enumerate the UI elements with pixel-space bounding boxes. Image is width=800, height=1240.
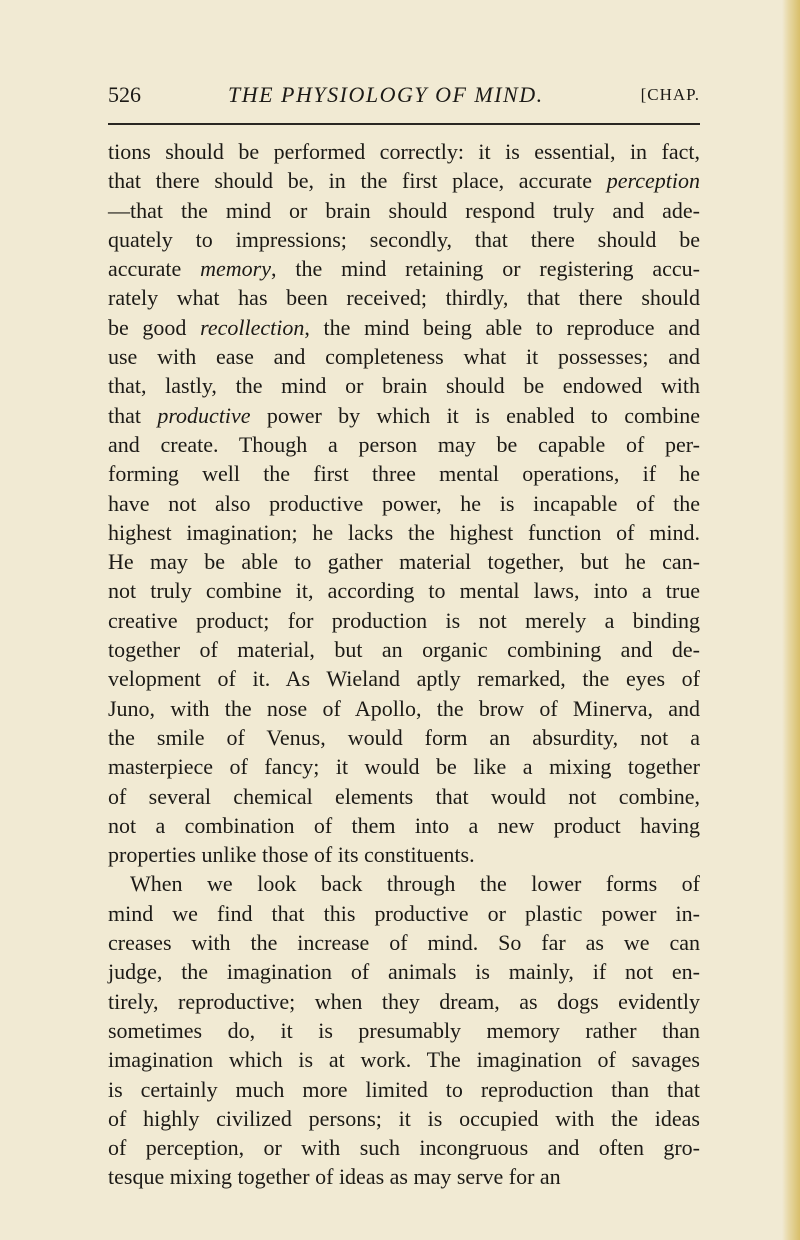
line-text: sometimes do, it is presumably memory rather than xyxy=(108,1017,700,1043)
line-text: quately to impressions; secondly, that there should be xyxy=(108,226,700,252)
text-line xyxy=(108,283,700,312)
text-line xyxy=(108,196,700,225)
line-text: properties unlike those of its constituents. xyxy=(108,842,475,868)
text-line xyxy=(108,547,700,576)
line-text: , the mind being able to reproduce and xyxy=(304,314,700,340)
text-line xyxy=(108,1104,700,1133)
line-text: Juno, with the nose of Apollo, the brow of Minerva, and xyxy=(108,695,700,721)
text-line xyxy=(108,782,700,811)
line-text: have not also productive power, he is incapable of the xyxy=(108,490,700,516)
line-text: imagination which is at work. The imagination of savages xyxy=(108,1047,700,1073)
chapter-label: [CHAP. xyxy=(640,85,700,104)
line-text: that xyxy=(108,402,158,428)
line-text: is certainly much more limited to reproduction than that xyxy=(108,1076,700,1102)
line-text: be good xyxy=(108,314,201,340)
text-line xyxy=(108,606,700,635)
line-text: not a combination of them into a new product having xyxy=(108,812,700,838)
header-rule xyxy=(108,123,700,125)
text-line xyxy=(108,166,700,195)
text-line xyxy=(108,723,700,752)
text-line xyxy=(108,1162,700,1191)
line-text: the smile of Venus, would form an absurdity, not a xyxy=(108,724,700,750)
line-text: creative product; for production is not merely a binding xyxy=(108,607,700,633)
text-line xyxy=(108,371,700,400)
text-line xyxy=(108,957,700,986)
text-line xyxy=(108,635,700,664)
emphasis-text: productive xyxy=(157,402,251,428)
text-line xyxy=(108,664,700,693)
text-line xyxy=(108,459,700,488)
line-text: rately what has been received; thirdly, that there should xyxy=(108,285,700,311)
text-line xyxy=(108,225,700,254)
line-text: tesque mixing together of ideas as may serve for an xyxy=(108,1164,561,1190)
text-line xyxy=(108,313,700,342)
line-text: and create. Though a person may be capable of per- xyxy=(108,431,700,457)
line-text: mind we find that this productive or plastic power in- xyxy=(108,900,700,926)
line-text: He may be able to gather material together, but he can- xyxy=(108,549,700,575)
line-text: tirely, reproductive; when they dream, as dogs evidently xyxy=(108,988,700,1014)
page-number: 526 xyxy=(108,82,141,107)
line-text: of perception, or with such incongruous and often gro- xyxy=(108,1135,700,1161)
line-text: forming well the first three mental operations, if he xyxy=(108,461,700,487)
line-text: that there should be, in the first place, accurate xyxy=(108,168,607,194)
line-text: judge, the imagination of animals is mainly, if not en- xyxy=(108,959,700,985)
page-edge xyxy=(782,0,800,1240)
text-line xyxy=(108,987,700,1016)
text-line xyxy=(108,811,700,840)
line-text: creases with the increase of mind. So far as we can xyxy=(108,930,700,956)
line-text: accurate xyxy=(108,256,201,282)
line-text: velopment of it. As Wieland aptly remarked, the eyes of xyxy=(108,666,700,692)
line-text: tions should be performed correctly: it is essential, in fact, xyxy=(108,139,700,164)
text-line xyxy=(108,1016,700,1045)
text-line xyxy=(108,694,700,723)
emphasis-text: recollection xyxy=(200,314,305,340)
line-text: of several chemical elements that would not combine, xyxy=(108,783,700,809)
text-line xyxy=(108,576,700,605)
line-text: together of material, but an organic combining and de- xyxy=(108,637,700,663)
text-line xyxy=(108,401,700,430)
line-text: When we look back through the lower forms of xyxy=(130,871,700,897)
text-line xyxy=(108,928,700,957)
line-text: highest imagination; he lacks the highest function of mind. xyxy=(108,519,700,545)
text-line xyxy=(108,752,700,781)
body-text xyxy=(108,137,700,1192)
line-text: power by which it is enabled to combine xyxy=(250,402,700,428)
text-line xyxy=(108,1075,700,1104)
line-text: , the mind retaining or registering accu- xyxy=(271,256,700,282)
text-line xyxy=(108,254,700,283)
text-line xyxy=(108,137,700,166)
emphasis-text: memory xyxy=(200,256,271,282)
line-text: of highly civilized persons; it is occupied with the ideas xyxy=(108,1105,700,1131)
text-line xyxy=(108,518,700,547)
text-line xyxy=(108,899,700,928)
line-text: not truly combine it, according to mental laws, into a true xyxy=(108,578,700,604)
text-line xyxy=(108,1045,700,1074)
text-line xyxy=(108,430,700,459)
text-line xyxy=(108,1133,700,1162)
running-title: THE PHYSIOLOGY OF MIND. xyxy=(228,82,544,107)
running-header xyxy=(108,80,700,110)
line-text: that, lastly, the mind or brain should be endowed with xyxy=(108,373,700,399)
line-text: use with ease and completeness what it possesses; and xyxy=(108,344,700,370)
text-line xyxy=(108,489,700,518)
line-text: masterpiece of fancy; it would be like a mixing together xyxy=(108,754,700,780)
emphasis-text: perception xyxy=(606,168,700,194)
line-text: —that the mind or brain should respond truly and ade- xyxy=(108,197,700,223)
text-line xyxy=(108,840,700,869)
text-line xyxy=(108,342,700,371)
text-line xyxy=(108,869,700,898)
